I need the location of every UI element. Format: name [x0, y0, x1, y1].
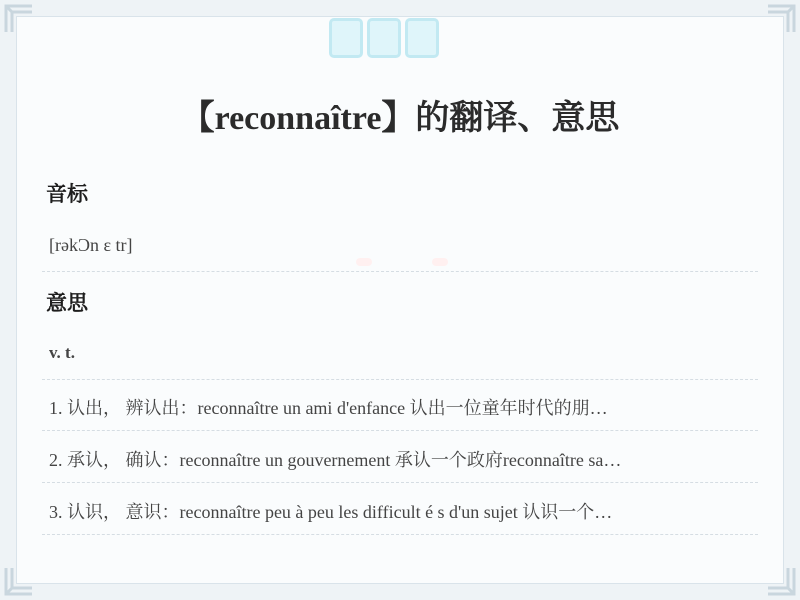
watermark-dot: [356, 258, 372, 266]
watermark-dot: [432, 258, 448, 266]
page-title: [0, 90, 800, 139]
definition-row: [42, 432, 758, 483]
definition-text: 2. 承认， 确认：reconnaître un gouvernement 承认一个政府reconnaître sa…: [49, 450, 622, 470]
phonetic-text: [rəkƆn ɛ tr]: [49, 235, 133, 255]
title-suffix: 的翻译、意思: [415, 100, 620, 137]
part-of-speech: v. t.: [49, 343, 75, 362]
meaning-heading: 意思: [46, 291, 88, 315]
definition-row: [42, 484, 758, 535]
part-of-speech-row: [42, 329, 758, 380]
title-word: reconnaître: [214, 100, 382, 137]
definition-row: [42, 380, 758, 431]
phonetic-heading: 音标: [46, 182, 88, 206]
phonetic-row: [42, 221, 758, 272]
title-close-bracket: 】: [381, 100, 416, 137]
title-open-bracket: 【: [180, 100, 215, 137]
site-logo: [322, 18, 446, 80]
definition-text: 1. 认出， 辨认出：reconnaître un ami d'enfance 认出一位童年时代的朋…: [49, 398, 608, 418]
definition-text: 3. 认识， 意识：reconnaître peu à peu les difficult é s d'un sujet 认识一个…: [49, 502, 613, 522]
